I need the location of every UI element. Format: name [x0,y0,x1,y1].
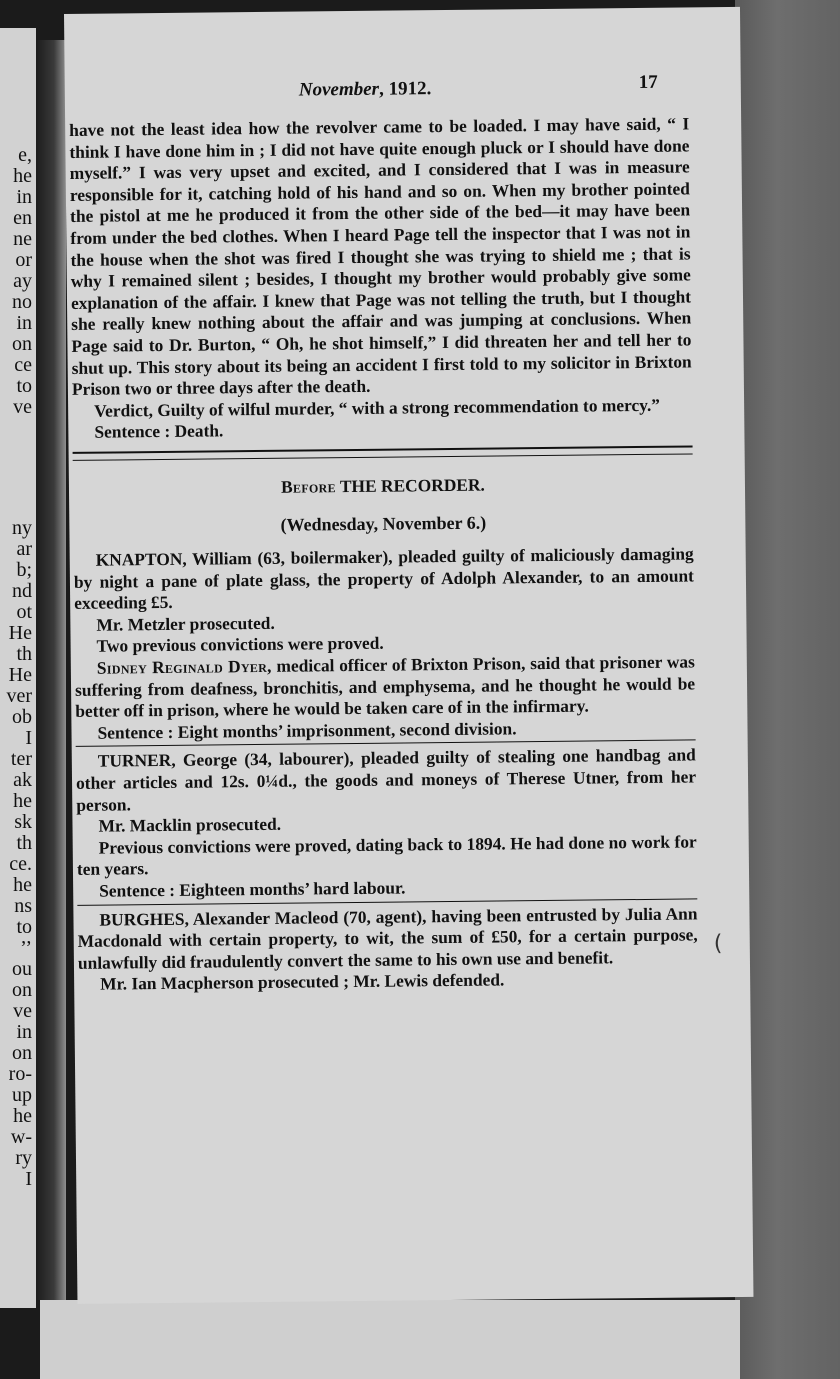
facing-page-fragment: b; [16,559,32,581]
facing-page-fragment: ns [14,895,32,917]
case-line: Mr. Metzler prosecuted. [96,612,275,635]
facing-page-fragment: nd [12,580,32,602]
facing-page-fragment: ob [12,706,32,728]
facing-page-fragment: ce. [9,853,32,875]
case-turner [76,745,697,816]
facing-page-fragment: to [16,375,32,397]
facing-page-fragment: ar [16,538,32,560]
court-before: Before [280,476,336,497]
facing-page-fragment: ve [13,1000,32,1022]
facing-page-fragment: he [13,165,32,187]
handwritten-margin-mark: ( [713,931,723,957]
facing-page-fragment: no [12,291,32,313]
defendant-name: BURGHES, [99,908,189,930]
case-sentence: Sentence : Eight months’ imprisonment, second division. [97,718,517,743]
facing-page-fragment: or [15,249,32,271]
page-body [69,113,698,995]
sentence-death: Sentence : Death. [94,420,224,443]
testimony-continuation: have not the least idea how the revolver came to be loaded. I may have said, “ I think I have done him in ; I did not have quite enough pluck or I should have done myself.” I was very upset and excited, and I considered that I was in measure responsible for it, catching hold of his hand and so on. When my brother pointed the pistol at me he produced it from the other side of the bed—it may have been from under the bed clothes. When I heard Page tell the inspector that I was not in the house when the shot was fired I thought she was trying to shield me ; that is why I remained silent ; besides, I thought my brother would probably give some explanation of the affair. I knew that Page was not telling the truth, but I thought she really knew nothing about the affair and was jumping at conclusions. When Page said to Dr. Burton, “ Oh, he shot himself,” I did threaten her and tell her to shut up. This story about its being an accident I first told to my solicitor in Brixton Prison two or three days after the death. [69,113,692,400]
defendant-name: KNAPTON, [95,548,187,570]
witness-name: Sidney Reginald Dyer, [96,655,272,678]
book-gutter [36,40,66,1300]
facing-page-edge [0,28,36,1308]
facing-page-fragment: in [16,1021,32,1043]
facing-page-fragment: he [13,874,32,896]
witness-statement [75,651,696,722]
section-double-rule [73,445,693,460]
case-text: George (34, labourer), pleaded guilty of stealing one handbag and other articles and 12s. 0¼d., the goods and moneys of Therese Utner, from her person. [75,744,697,815]
facing-page-fragment: en [13,207,32,229]
court-heading [73,472,693,500]
facing-page-fragment: ou [12,958,32,980]
facing-page-fragment: ter [10,748,32,770]
facing-page-fragment: w- [10,1126,32,1148]
witness-text: medical officer of Brixton Prison, said that prisoner was suffering from deafness, bronchitis, and emphysema, and he thought he would be better off in prison, where he would be taken care of in the infirmary. [74,651,696,722]
page-17 [64,7,753,1304]
facing-page-fragment: he [13,1105,32,1127]
case-text: Alexander Macleod (70, agent), having been entrusted by Julia Ann Macdonald with certain property, to wit, the sum of £50, for a certain purpose, unlawfully did fraudulently convert the same to his own use and benefit. [77,903,698,973]
facing-page-fragment: on [12,333,32,355]
facing-page-fragment: up [12,1084,32,1106]
facing-page-fragment: ny [12,517,32,539]
facing-page-fragment: in [16,312,32,334]
facing-page-fragment: ver [6,685,32,707]
facing-page-fragment: ro- [8,1063,32,1085]
running-head-month: November [298,78,380,101]
verdict: Verdict, Guilty of wilful murder, “ with a strong recommendation to mercy.” [94,394,661,421]
case-burghes [77,903,698,974]
facing-page-fragment: to [16,916,32,938]
running-head [299,78,432,101]
facing-page-fragment: I [25,727,32,749]
facing-page-fragment: he [13,790,32,812]
court-name: THE RECORDER. [339,474,485,497]
facing-page-fragment: ce [14,354,32,376]
facing-page-fragment: He [8,622,32,644]
facing-page-fragment: ve [13,396,32,418]
facing-page-fragment: ay [13,270,32,292]
next-page-edge [40,1300,740,1379]
facing-page-fragment: e, [18,144,32,166]
facing-page-fragment: on [12,1042,32,1064]
facing-page-fragment: sk [14,811,32,833]
facing-page-fragment: ’’ [20,937,32,959]
facing-page-fragment: ak [13,769,32,791]
case-line: Previous convictions were proved, dating back to 1894. He had done no work for ten years. [76,831,697,880]
defendant-name: TURNER, [97,750,176,772]
sitting-date: (Wednesday, November 6.) [280,512,487,535]
page-header [65,71,741,108]
case-text: William (63, boilermaker), pleaded guilty of maliciously damaging by night a pane of plate glass, the property of Adolph Alexander, to an amount exceeding £5. [73,543,695,614]
facing-page-fragment: th [16,832,32,854]
facing-page-fragment: ot [16,601,32,623]
facing-page-fragment: on [12,979,32,1001]
page-number: 17 [638,71,658,93]
case-knapton [74,544,695,615]
facing-page-fragment: He [8,664,32,686]
facing-page-fragment: ne [13,228,32,250]
running-head-year: , 1912. [378,78,432,100]
facing-page-fragment: th [16,643,32,665]
facing-page-fragment: I [25,1168,32,1190]
facing-page-fragment: ry [15,1147,32,1169]
case-line: Two previous convictions were proved. [96,633,384,657]
case-line: Mr. Macklin prosecuted. [98,813,282,836]
case-sentence: Sentence : Eighteen months’ hard labour. [99,877,406,901]
case-line: Mr. Ian Macpherson prosecuted ; Mr. Lewis defended. [100,969,505,995]
facing-page-fragment: in [16,186,32,208]
